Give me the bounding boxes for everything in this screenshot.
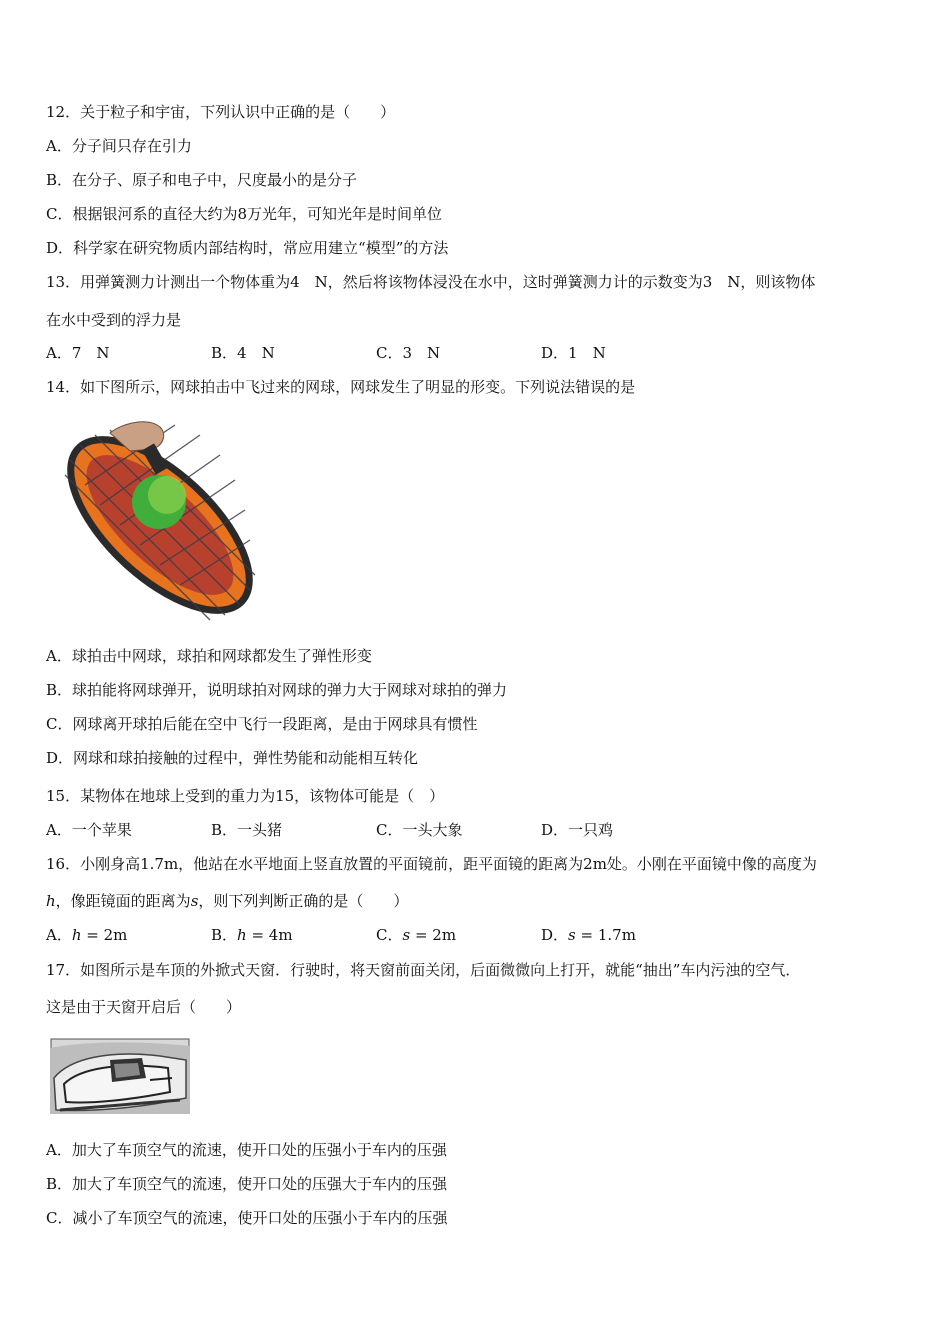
q16-option-d bbox=[541, 925, 636, 945]
q16-option-c-label: C． bbox=[376, 926, 403, 944]
q15-option-d: D．一只鸡 bbox=[541, 821, 614, 839]
q15-option-b: B．一头猪 bbox=[211, 821, 283, 839]
q16-option-a bbox=[46, 925, 127, 945]
q16-option-c-value: = 2m bbox=[410, 926, 457, 944]
q13-option-d: D．1 N bbox=[541, 344, 606, 362]
q16-option-d-label: D． bbox=[541, 926, 569, 944]
q16-option-a-var: h bbox=[71, 926, 82, 944]
q16-option-d-var: s bbox=[568, 926, 576, 944]
q16-option-d-value: = 1.7m bbox=[575, 926, 636, 944]
q16-option-b bbox=[211, 925, 293, 945]
q15-option-c: C．一头大象 bbox=[376, 821, 463, 839]
q17-option-c: C．减小了车顶空气的流速，使开口处的压强小于车内的压强 bbox=[46, 1209, 448, 1227]
q13-option-a: A．7 N bbox=[46, 344, 110, 362]
q16-option-b-value: = 4m bbox=[246, 926, 293, 944]
sunroof-illustration bbox=[50, 1039, 190, 1114]
q12-stem: 12．关于粒子和宇宙，下列认识中正确的是（ ） bbox=[46, 103, 396, 121]
q13-stem-line1: 13．用弹簧测力计测出一个物体重为4 N，然后将该物体浸没在水中，这时弹簧测力计的示数变为3 N，则该物体 bbox=[46, 273, 816, 291]
q14-option-a: A．球拍击中网球，球拍和网球都发生了弹性形变 bbox=[46, 647, 372, 665]
racket-illustration bbox=[60, 415, 260, 625]
q16-stem-end: ，则下列判断正确的是（ ） bbox=[198, 892, 409, 910]
q17-option-b: B．加大了车顶空气的流速，使开口处的压强大于车内的压强 bbox=[46, 1175, 448, 1193]
q17-stem-line2: 这是由于天窗开启后（ ） bbox=[46, 998, 242, 1016]
q12-option-d: D．科学家在研究物质内部结构时，常应用建立“模型”的方法 bbox=[46, 239, 449, 257]
q13-stem-line2: 在水中受到的浮力是 bbox=[46, 311, 182, 329]
q15-stem: 15．某物体在地球上受到的重力为15，该物体可能是（ ） bbox=[46, 787, 445, 805]
q13-option-c: C．3 N bbox=[376, 344, 441, 362]
q16-option-c-var: s bbox=[402, 926, 411, 944]
q16-option-b-label: B． bbox=[211, 926, 238, 944]
q14-stem: 14．如下图所示，网球拍击中飞过来的网球，网球发生了明显的形变。下列说法错误的是 bbox=[46, 378, 636, 396]
q16-option-b-var: h bbox=[237, 926, 247, 944]
q17-option-a: A．加大了车顶空气的流速，使开口处的压强小于车内的压强 bbox=[46, 1141, 447, 1159]
q16-stem-line1: 16．小刚身高1.7m，他站在水平地面上竖直放置的平面镜前，距平面镜的距离为2m处。小刚在平面镜中像的高度为 bbox=[46, 855, 817, 873]
q12-option-a: A．分子间只存在引力 bbox=[46, 137, 192, 155]
q16-option-a-label: A． bbox=[46, 926, 72, 944]
q16-option-a-value: = 2m bbox=[81, 926, 128, 944]
q15-option-a: A．一个苹果 bbox=[46, 821, 132, 839]
q14-option-b: B．球拍能将网球弹开，说明球拍对网球的弹力大于网球对球拍的弹力 bbox=[46, 681, 508, 699]
q12-option-c: C．根据银河系的直径大约为8万光年，可知光年是时间单位 bbox=[46, 205, 443, 223]
q17-stem-line1: 17．如图所示是车顶的外掀式天窗．行驶时，将天窗前面关闭，后面微微向上打开，就能“抽出”车内污浊的空气． bbox=[46, 961, 801, 979]
q16-var-h: h bbox=[46, 892, 56, 910]
q16-var-s: s bbox=[190, 892, 199, 910]
q12-option-b: B．在分子、原子和电子中，尺度最小的是分子 bbox=[46, 171, 358, 189]
q16-stem-line2 bbox=[46, 891, 408, 911]
car-sunroof-figure bbox=[50, 1038, 190, 1114]
q16-stem-mid: ，像距镜面的距离为 bbox=[55, 892, 191, 910]
q14-option-c: C．网球离开球拍后能在空中飞行一段距离，是由于网球具有惯性 bbox=[46, 715, 478, 733]
q14-option-d: D．网球和球拍接触的过程中，弹性势能和动能相互转化 bbox=[46, 749, 419, 767]
q16-option-c bbox=[376, 925, 456, 945]
q13-option-b: B．4 N bbox=[211, 344, 275, 362]
tennis-racket-figure bbox=[60, 415, 260, 625]
